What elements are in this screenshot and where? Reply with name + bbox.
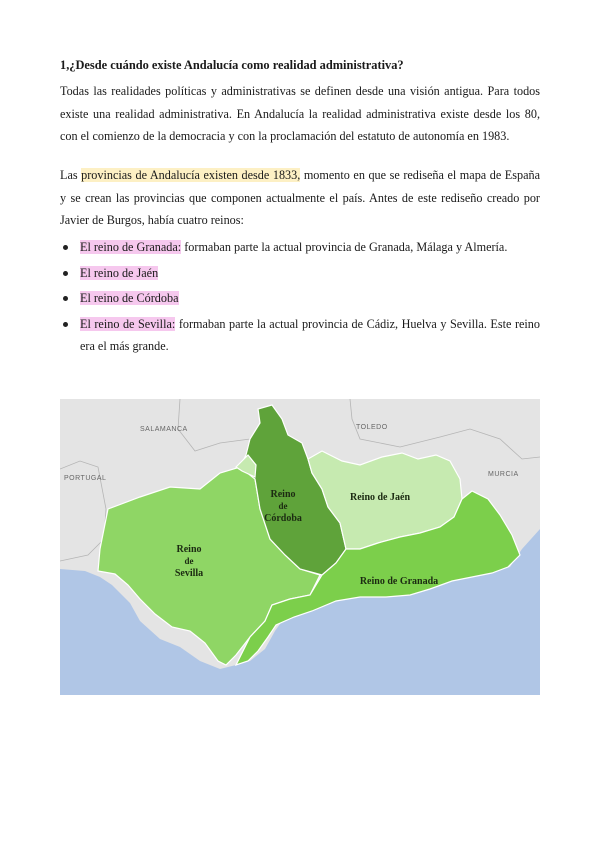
reino-name: El reino de Sevilla: <box>80 316 176 331</box>
label-sevilla-line1: Reino <box>176 544 202 555</box>
reino-name: El reino de Córdoba <box>80 291 179 305</box>
label-sevilla-line2: de <box>184 556 194 566</box>
list-item-jaen <box>60 262 540 285</box>
label-jaen: Reino de Jaén <box>350 492 410 503</box>
label-toledo: TOLEDO <box>356 424 388 431</box>
andalucia-kingdoms-map <box>60 399 540 695</box>
bullet-icon <box>63 245 68 250</box>
reino-name: El reino de Granada: <box>80 240 182 254</box>
list-item-sevilla <box>60 313 540 358</box>
label-portugal: PORTUGAL <box>64 475 107 482</box>
reinos-list <box>60 236 540 361</box>
reino-detail: formaban parte la actual provincia de Cádiz, Huelva y Sevilla. Este reino era el más grande. <box>80 316 540 353</box>
label-granada: Reino de Granada <box>359 576 439 587</box>
label-cordoba-line1: Reino <box>270 489 296 500</box>
list-item-cordoba <box>60 287 540 310</box>
reino-name: El reino de Jaén <box>80 265 159 280</box>
label-cordoba-line3: Córdoba <box>264 513 302 524</box>
page-title: 1,¿Desde cuándo existe Andalucía como realidad administrativa? <box>60 58 404 72</box>
paragraph-provinces <box>60 164 540 232</box>
label-murcia: MURCIA <box>488 471 519 478</box>
bullet-icon <box>63 322 68 327</box>
bullet-icon <box>63 271 68 276</box>
bullet-icon <box>63 296 68 301</box>
reino-detail: formaban parte la actual provincia de Granada, Málaga y Almería. <box>181 240 508 254</box>
paragraph-intro: Todas las realidades políticas y administrativas se definen desde una visión antigua. Para todos existe una realidad administrativa. En Andalucía la realidad administrativa existe desde los 80, con el comienzo de la democracia y con la proclamación del estatuto de autonomía en 1983. <box>60 84 540 143</box>
label-cordoba-line2: de <box>278 501 288 511</box>
paragraph-provinces-before: Las <box>60 168 82 182</box>
label-sevilla-line3: Sevilla <box>174 568 204 579</box>
highlight-provinces: provincias de Andalucía existen desde 1833, <box>81 168 301 182</box>
label-salamanca: SALAMANCA <box>140 426 188 433</box>
paragraph-provinces-after: momento en que se rediseña el mapa de España y se crean las provincias que componen actualmente el país. Antes de este rediseño creado por Javier de Burgos, había cuatro reinos: <box>60 168 540 227</box>
list-item-granada <box>60 236 540 259</box>
